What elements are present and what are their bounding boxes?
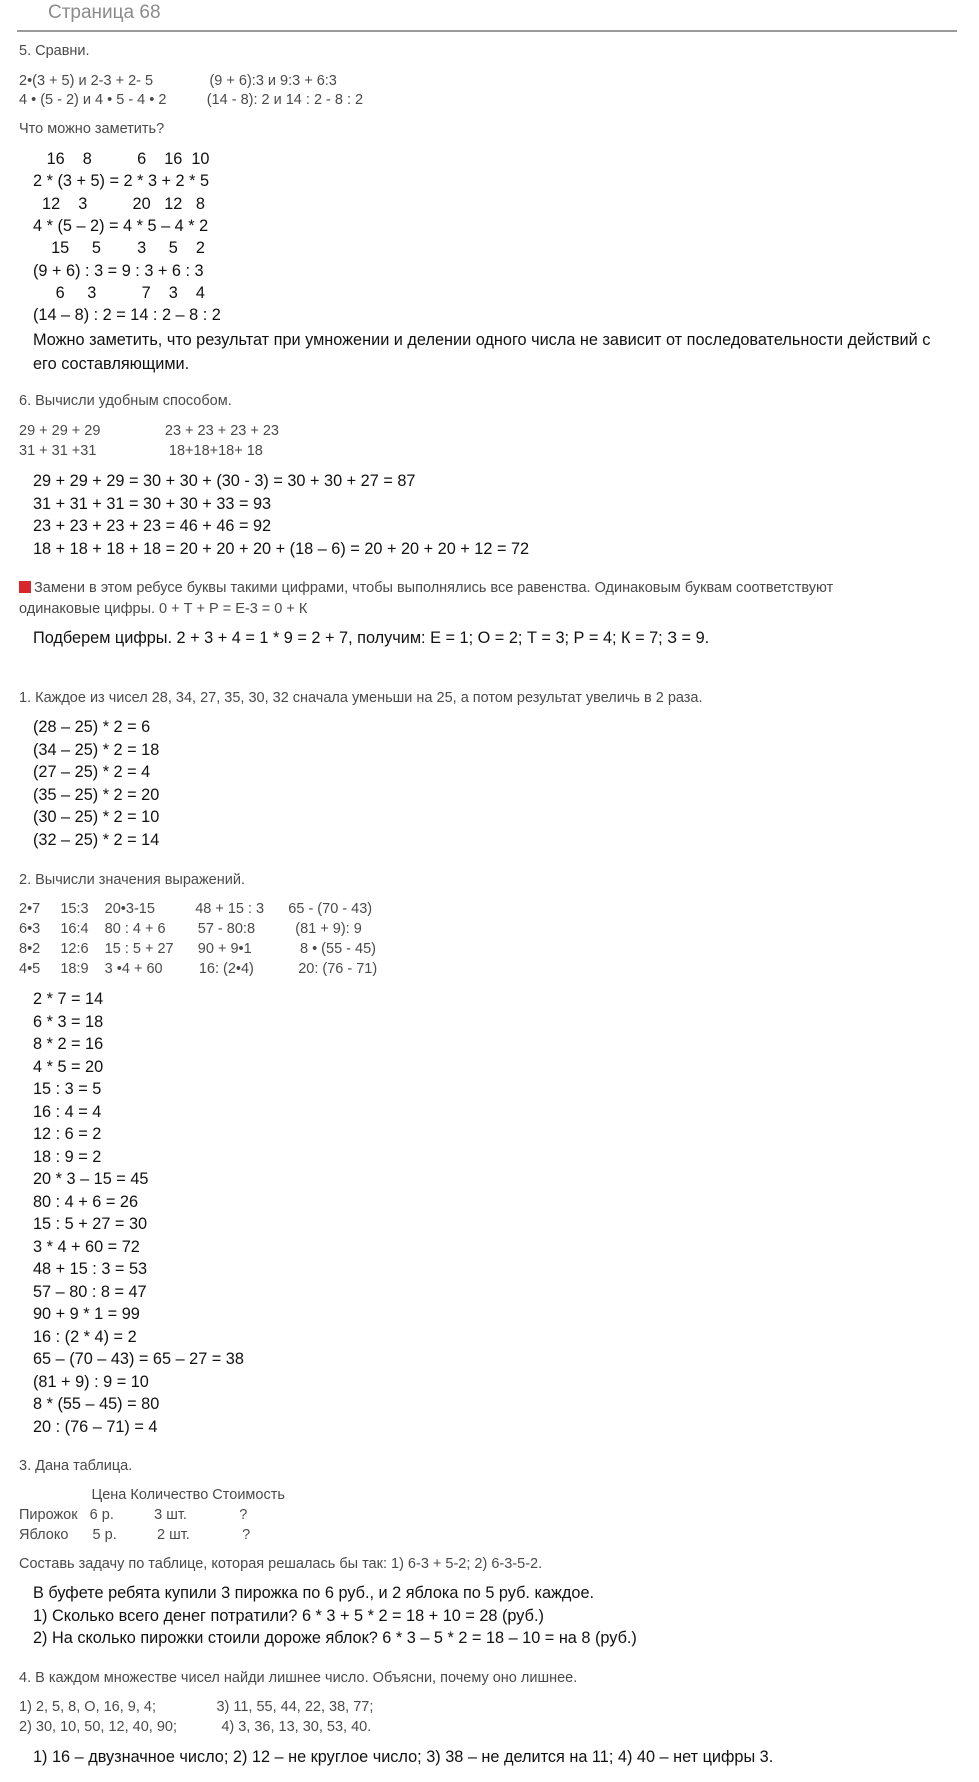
task5-row: 4 • (5 - 2) и 4 • 5 - 4 • 2 (14 - 8): 2 и 14 : 2 - 8 : 2 [19,92,364,108]
taskB2-answer-line: 90 + 9 * 1 = 99 [33,1305,140,1323]
task7-heading [19,580,833,596]
task6-answer-line: 18 + 18 + 18 + 18 = 20 + 20 + 20 + (18 – 6) = 20 + 20 + 20 + 12 = 72 [33,540,530,558]
taskB1-answer-line: (35 – 25) * 2 = 20 [33,786,160,804]
task6-row: 29 + 29 + 29 23 + 23 + 23 + 23 [19,423,279,439]
task5-answer-line: (9 + 6) : 3 = 9 : 3 + 6 : 3 [33,262,204,280]
task5-row: 2•(3 + 5) и 2-3 + 2- 5 (9 + 6):3 и 9:3 + 6:3 [19,73,337,89]
taskB2-heading: 2. Вычисли значения выражений. [19,872,245,888]
taskB2-answer-line: (81 + 9) : 9 = 10 [33,1373,149,1391]
task7-answer: Подберем цифры. 2 + 3 + 4 = 1 * 9 = 2 + 7, получим: Е = 1; О = 2; Т = 3; Р = 4; К = 7; З = 9. [33,629,710,647]
task5-answer-line: 6 3 7 3 4 [33,284,205,302]
task6-answer-line: 31 + 31 + 31 = 30 + 30 + 33 = 93 [33,495,272,513]
task5-answer-line: (14 – 8) : 2 = 14 : 2 – 8 : 2 [33,306,221,324]
taskB2-answer-line: 8 * 2 = 16 [33,1035,104,1053]
taskB2-answer-line: 20 : (76 – 71) = 4 [33,1418,158,1436]
taskB2-answer-line: 48 + 15 : 3 = 53 [33,1260,148,1278]
task7-heading-line2: одинаковые цифры. 0 + Т + Р = Е-3 = 0 + К [19,601,308,617]
taskB3-answer-line: 1) Сколько всего денег потратили? 6 * 3 + 5 * 2 = 18 + 10 = 28 (руб.) [33,1607,544,1625]
taskB4-heading: 4. В каждом множестве чисел найди лишнее число. Объясни, почему оно лишнее. [19,1670,578,1686]
taskB4-row: 1) 2, 5, 8, О, 16, 9, 4; 3) 11, 55, 44, 22, 38, 77; [19,1699,374,1715]
taskB2-row: 6•3 16:4 80 : 4 + 6 57 - 80:8 (81 + 9): 9 [19,921,362,937]
taskB2-answer-line: 65 – (70 – 43) = 65 – 27 = 38 [33,1350,244,1368]
task6-answer-line: 29 + 29 + 29 = 30 + 30 + (30 - 3) = 30 + 30 + 27 = 87 [33,472,416,490]
task5-conclusion: Можно заметить, что результат при умножении и делении одного числа не зависит от последовательности действий с его составляющими. [33,331,931,373]
taskB3-answer-line: В буфете ребята купили 3 пирожка по 6 руб., и 2 яблока по 5 руб. каждое. [33,1584,595,1602]
taskB2-row: 2•7 15:3 20•3-15 48 + 15 : 3 65 - (70 - 43) [19,901,373,917]
taskB4-answer: 1) 16 – двузначное число; 2) 12 – не круглое число; 3) 38 – не делится на 11; 4) 40 – нет цифры 3. [33,1748,774,1766]
taskB1-answer-line: (27 – 25) * 2 = 4 [33,763,151,781]
taskB2-answer-line: 15 : 3 = 5 [33,1080,102,1098]
taskB2-answer-line: 16 : 4 = 4 [33,1103,102,1121]
taskB2-answer-line: 57 – 80 : 8 = 47 [33,1283,147,1301]
task6-row: 31 + 31 +31 18+18+18+ 18 [19,443,263,459]
taskB2-row: 4•5 18:9 3 •4 + 60 16: (2•4) 20: (76 - 71) [19,961,378,977]
taskB2-answer-line: 80 : 4 + 6 = 26 [33,1193,139,1211]
page-title: Страница 68 [48,2,161,23]
task5-answer-line: 4 * (5 – 2) = 4 * 5 – 4 * 2 [33,217,209,235]
taskB2-answer-line: 16 : (2 * 4) = 2 [33,1328,137,1346]
taskB3-heading: 3. Дана таблица. [19,1458,133,1474]
taskB3-table-header: Цена Количество Стоимость [19,1487,285,1503]
taskB2-answer-line: 20 * 3 – 15 = 45 [33,1170,149,1188]
taskB3-table-row: Яблоко 5 р. 2 шт. ? [19,1527,251,1543]
task5-question: Что можно заметить? [19,121,165,137]
taskB2-answer-line: 3 * 4 + 60 = 72 [33,1238,140,1256]
task5-answer-line: 16 8 6 16 10 [33,150,210,168]
task5-answer-line: 15 5 3 5 2 [33,239,205,257]
taskB2-answer-line: 8 * (55 – 45) = 80 [33,1395,160,1413]
title-divider [17,30,957,32]
taskB1-heading: 1. Каждое из чисел 28, 34, 27, 35, 30, 32 сначала уменьши на 25, а потом результат увеличь в 2 раза. [19,690,703,706]
task5-answer-line: 2 * (3 + 5) = 2 * 3 + 2 * 5 [33,172,210,190]
taskB3-table-row: Пирожок 6 р. 3 шт. ? [19,1507,248,1523]
taskB2-answer-line: 12 : 6 = 2 [33,1125,102,1143]
taskB1-answer-line: (34 – 25) * 2 = 18 [33,741,160,759]
taskB2-answer-line: 2 * 7 = 14 [33,990,104,1008]
taskB3-answer-line: 2) На сколько пирожки стоили дороже яблок? 6 * 3 – 5 * 2 = 18 – 10 = на 8 (руб.) [33,1629,637,1647]
taskB3-prompt: Составь задачу по таблице, которая решалась бы так: 1) 6-3 + 5-2; 2) 6-3-5-2. [19,1556,543,1572]
taskB4-row: 2) 30, 10, 50, 12, 40, 90; 4) 3, 36, 13, 30, 53, 40. [19,1719,372,1735]
taskB2-answer-line: 15 : 5 + 27 = 30 [33,1215,148,1233]
task5-answer-line: 12 3 20 12 8 [33,195,205,213]
task7-heading-text: Замени в этом ребусе буквы такими цифрами, чтобы выполнялись все равенства. Одинаковым буквам соответствуют [34,580,834,596]
task-number-flag-icon [19,581,31,593]
task6-answer-line: 23 + 23 + 23 + 23 = 46 + 46 = 92 [33,517,272,535]
taskB2-answer-line: 4 * 5 = 20 [33,1058,104,1076]
task5-heading: 5. Сравни. [19,43,90,59]
taskB1-answer-line: (32 – 25) * 2 = 14 [33,831,160,849]
taskB1-answer-line: (30 – 25) * 2 = 10 [33,808,160,826]
taskB2-answer-line: 6 * 3 = 18 [33,1013,104,1031]
taskB2-row: 8•2 12:6 15 : 5 + 27 90 + 9•1 8 • (55 - 45) [19,941,376,957]
task6-heading: 6. Вычисли удобным способом. [19,393,232,409]
taskB1-answer-line: (28 – 25) * 2 = 6 [33,718,151,736]
taskB2-answer-line: 18 : 9 = 2 [33,1148,102,1166]
